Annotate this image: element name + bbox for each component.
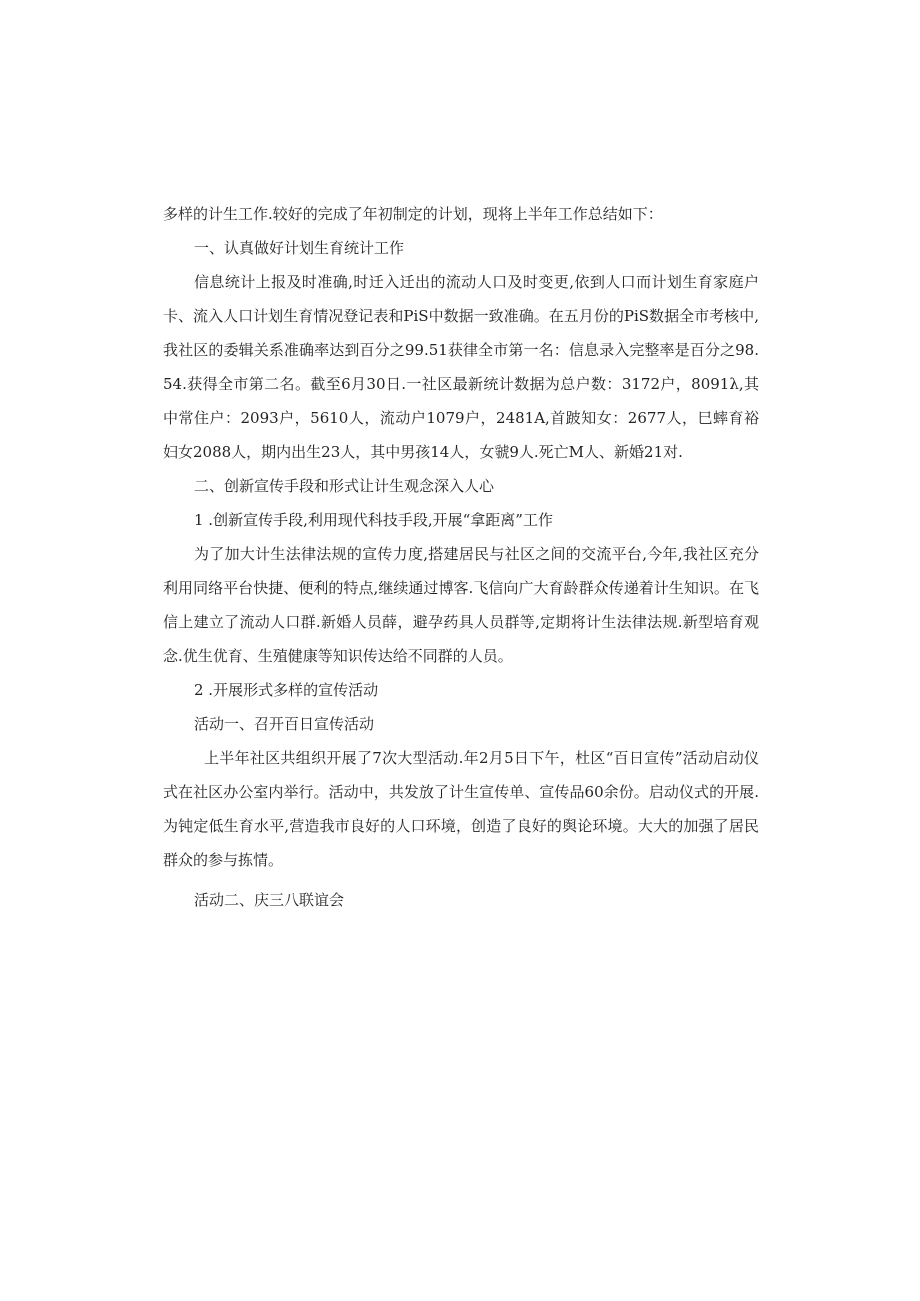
activity-one-heading: 活动一、召开百日宣传活动 <box>194 715 375 733</box>
statistics-paragraph: 信息统计上报及时准确,时迁入迁出的流动人口及时变更,依到人口而计划生育家庭户卡、流入人口计划生育情况登记表和PiS中数据一致准确。在五月份的PiS数据全市考核中,我社区的委辑关系准确率达到百分之99.51获律全市第一名：信息录入完整率是百分之98.54.获得全市第二名。截至6月30日.一社区最新统计数据为总户数：3172户，8091λ,其中常住户：2093户，5610人，流动户1079户，2481A,首跛知女：2677人，巳蟀育裕妇女2088人，期内出生23人，其中男孩14人，女虢9人.死亡M人、新婚21对. <box>163 273 759 461</box>
intro-paragraph: 多样的计生工作.较好的完成了年初制定的计划，现将上半年工作总结如下： <box>163 205 663 223</box>
document-body <box>163 197 759 917</box>
section-heading-publicity: 二、创新宣传手段和形式让计生观念深入人心 <box>194 477 495 495</box>
publicity-paragraph: 为了加大计生法律法规的宣传力度,搭建居民与社区之间的交流平台,今年,我社区充分利用同络平台快捷、便利的特点,继续通过博客.飞信向广大育龄群众传递着计生知识。在飞信上建立了流动人口群.新婚人员薛，避孕药具人员群等,定期将计生法律法规.新型培育观念.优生优育、生殖健康等知识传达给不同群的人员。 <box>163 545 759 665</box>
activity-two-heading: 活动二、庆三八联谊会 <box>194 891 345 909</box>
activity-one-paragraph: 上半年社区共组织开展了7次大型活动.年2月5日下午，杜区“百日宣传”活动启动仪式在社区办公室内举行。活动中，共发放了计生宣传单、宣传品60余份。启动仪式的开展.为钝定低生育水平,营造我市良好的人口环境，创造了良好的舆论环境。大大的加强了居民群众的参与拣情。 <box>163 749 759 869</box>
subheading-innovation: 1 .创新宣传手段,利用现代科技手段,开展“拿距离”工作 <box>194 511 553 529</box>
section-heading-statistics: 一、认真做好计划生育统计工作 <box>194 239 405 257</box>
subheading-activities: 2 .开展形式多样的宣传活动 <box>194 681 379 699</box>
